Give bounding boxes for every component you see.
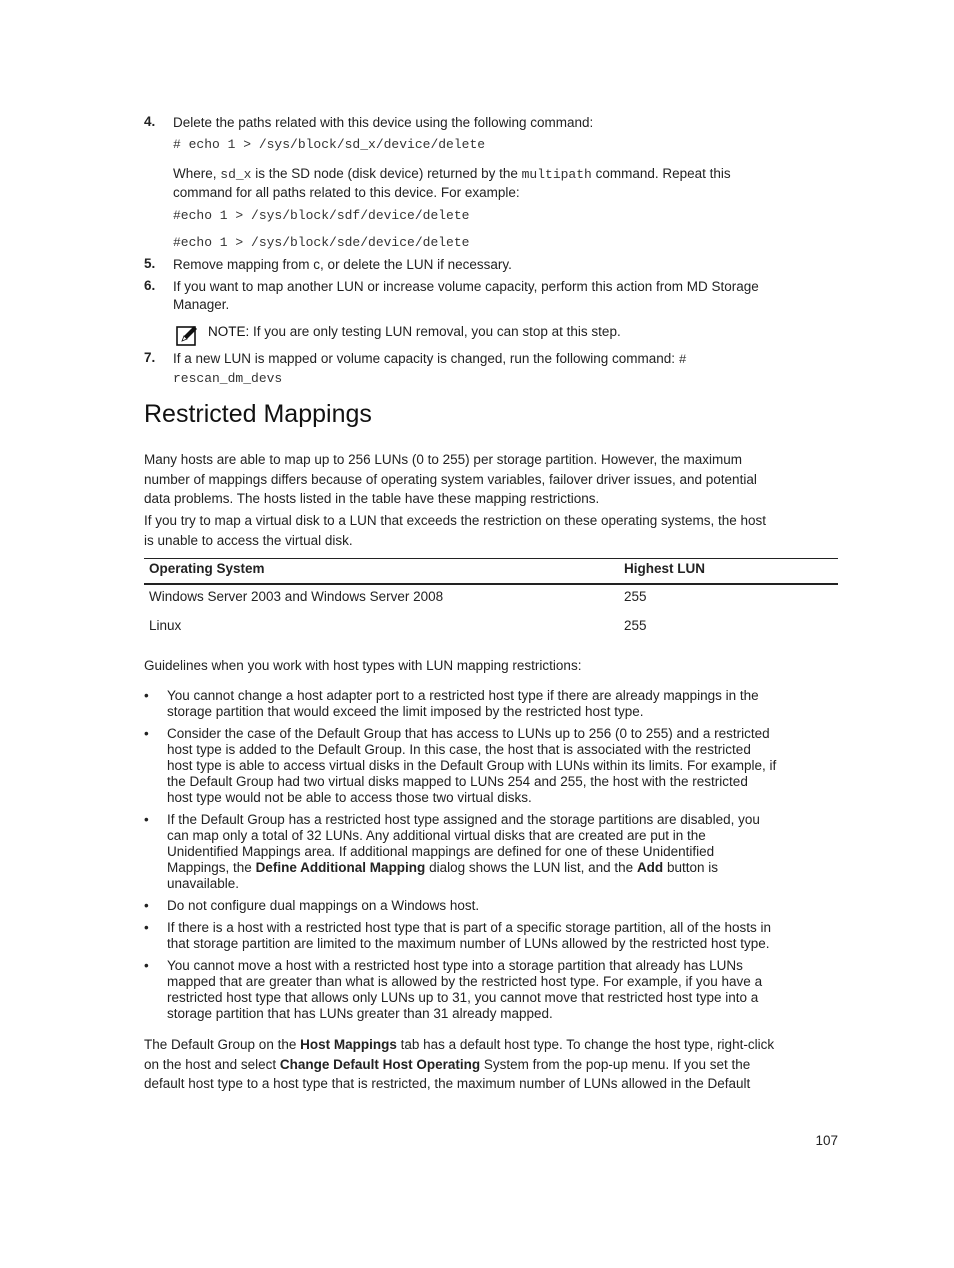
text-run: host type is added to the Default Group. In this case, the host that is associated with the restricted: [167, 742, 751, 757]
inline-code: rescan_dm_devs: [173, 371, 283, 386]
text-run: You cannot change a host adapter port to a restricted host type if there are already mappings in the: [167, 688, 759, 703]
note-pencil-icon: [176, 324, 198, 346]
text-run: button is: [663, 860, 718, 875]
list-item: [167, 688, 842, 720]
section-title: Restricted Mappings: [144, 400, 372, 428]
text-run: number of mappings differs because of operating system variables, failover driver issues, and potential: [144, 471, 757, 487]
bullet-mark: •: [144, 920, 149, 935]
text-run: restricted host type that allows only LUNs up to 31, you cannot move that restricted host type into a: [167, 990, 759, 1005]
text-run: command for all paths related to this device. For example:: [173, 185, 520, 200]
text-run: System from the pop-up menu. If you set the: [480, 1056, 751, 1072]
text-run: If you want to map another LUN or increase volume capacity, perform this action from MD Storage: [173, 279, 759, 294]
text-run: can map only a total of 32 LUNs. Any additional virtual disks that are created are put in the: [167, 828, 706, 843]
text-run: that storage partition are limited to the maximum number of LUNs allowed by the restricted host type.: [167, 936, 770, 951]
text-run: Do not configure dual mappings on a Windows host.: [167, 898, 480, 913]
text-run: on the host and select: [144, 1056, 280, 1072]
table-cell: Linux: [149, 618, 182, 633]
text-run: host type would not be able to access those two virtual disks.: [167, 790, 532, 805]
text-run: Mappings, the: [167, 860, 256, 875]
text-run: tab has a default host type. To change the host type, right-click: [396, 1037, 775, 1052]
closing-paragraph: [144, 1035, 840, 1094]
bullet-mark: •: [144, 812, 149, 827]
text-run: If a new LUN is mapped or volume capacity is changed, run the following command:: [173, 351, 679, 366]
bullet-mark: •: [144, 688, 149, 703]
text-run: data problems. The hosts listed in the table have these mapping restrictions.: [144, 491, 600, 506]
text-run: is the SD node (disk device) returned by the: [251, 166, 522, 181]
step-number: 4.: [144, 114, 156, 129]
inline-code: multipath: [521, 167, 592, 182]
text-run: Manager.: [173, 297, 230, 312]
table-header-lun: Highest LUN: [624, 561, 705, 576]
text-run: If the Default Group has a restricted host type assigned and the storage partitions are disabled, you: [167, 812, 760, 827]
table-header-rule: [144, 583, 838, 585]
code-line: # echo 1 > /sys/block/sd_x/device/delete: [173, 137, 486, 152]
table-cell: Windows Server 2003 and Windows Server 2008: [149, 589, 444, 604]
text-run: If you try to map a virtual disk to a LUN that exceeds the restriction on these operating systems, the host: [144, 513, 767, 528]
inline-code: sd_x: [220, 167, 252, 182]
code-line: #echo 1 > /sys/block/sde/device/delete: [173, 235, 470, 250]
step-number: 6.: [144, 278, 156, 293]
note-text: If you are only testing LUN removal, you can stop at this step.: [249, 324, 621, 339]
list-item: [167, 812, 842, 892]
text-run: You cannot move a host with a restricted host type into a storage partition that already has LUNs: [167, 958, 743, 973]
note-label: NOTE:: [208, 324, 250, 339]
bullet-mark: •: [144, 898, 149, 913]
text-run: storage partition that would exceed the limit imposed by the restricted host type.: [167, 704, 644, 719]
code-line: #echo 1 > /sys/block/sdf/device/delete: [173, 208, 470, 223]
note: [208, 323, 621, 341]
intro-paragraph: [144, 511, 840, 550]
step-number: 5.: [144, 256, 156, 271]
text-run: unavailable.: [167, 876, 240, 891]
text-run: the Default Group had two virtual disks mapped to LUNs 254 and 255, the host with the restricted: [167, 774, 748, 789]
step-text: [173, 278, 838, 314]
bullet-mark: •: [144, 726, 149, 741]
text-run: default host type to a host type that is restricted, the maximum number of LUNs allowed in the Default: [144, 1076, 751, 1091]
table-cell: 255: [624, 618, 647, 633]
text-run: dialog shows the LUN list, and the: [425, 860, 637, 875]
list-item: [167, 958, 842, 1022]
text-run: Consider the case of the Default Group that has access to LUNs up to 256 (0 to 255) and a restricted: [167, 726, 770, 741]
text-run: If there is a host with a restricted host type that is part of a specific storage partition, all of the hosts in: [167, 920, 772, 935]
list-item: [167, 726, 842, 806]
inline-code: #: [678, 352, 687, 367]
list-item: [167, 898, 842, 914]
text-run: host type is able to access virtual disks in the Default Group with LUNs within its limits. For example, if: [167, 758, 777, 773]
text-run: is unable to access the virtual disk.: [144, 532, 353, 548]
table-header-os: Operating System: [149, 561, 265, 576]
tab-name: Host Mappings: [300, 1037, 397, 1052]
table-cell: 255: [624, 589, 647, 604]
text-run: command. Repeat this: [591, 166, 731, 181]
step-text: [173, 350, 838, 388]
text-run: The Default Group on the: [144, 1037, 301, 1052]
text-run: storage partition that has LUNs greater than 31 already mapped.: [167, 1006, 553, 1021]
guidelines-intro: Guidelines when you work with host types with LUN mapping restrictions:: [144, 658, 582, 673]
page-number: 107: [815, 1133, 838, 1148]
step-text: Delete the paths related with this device using the following command:: [173, 115, 594, 130]
table-top-rule: [144, 558, 838, 559]
bullet-mark: •: [144, 958, 149, 973]
text-run: Unidentified Mappings area. If additional mappings are defined for one of these Unidentified: [167, 844, 715, 859]
text-run: Where,: [173, 166, 221, 181]
step-text: Remove mapping from c, or delete the LUN if necessary.: [173, 257, 512, 272]
intro-paragraph: [144, 450, 840, 509]
dialog-name: Define Additional Mapping: [255, 860, 426, 875]
button-name: Add: [636, 860, 664, 875]
text-run: Many hosts are able to map up to 256 LUNs (0 to 255) per storage partition. However, the maximum: [144, 452, 743, 467]
menu-item-name: Change Default Host Operating: [279, 1056, 481, 1072]
step-number: 7.: [144, 350, 156, 365]
step-explanation: [173, 165, 838, 202]
list-item: [167, 920, 842, 952]
text-run: mapped that are greater than what is allowed by the restricted host type. For example, if you have a: [167, 974, 763, 989]
